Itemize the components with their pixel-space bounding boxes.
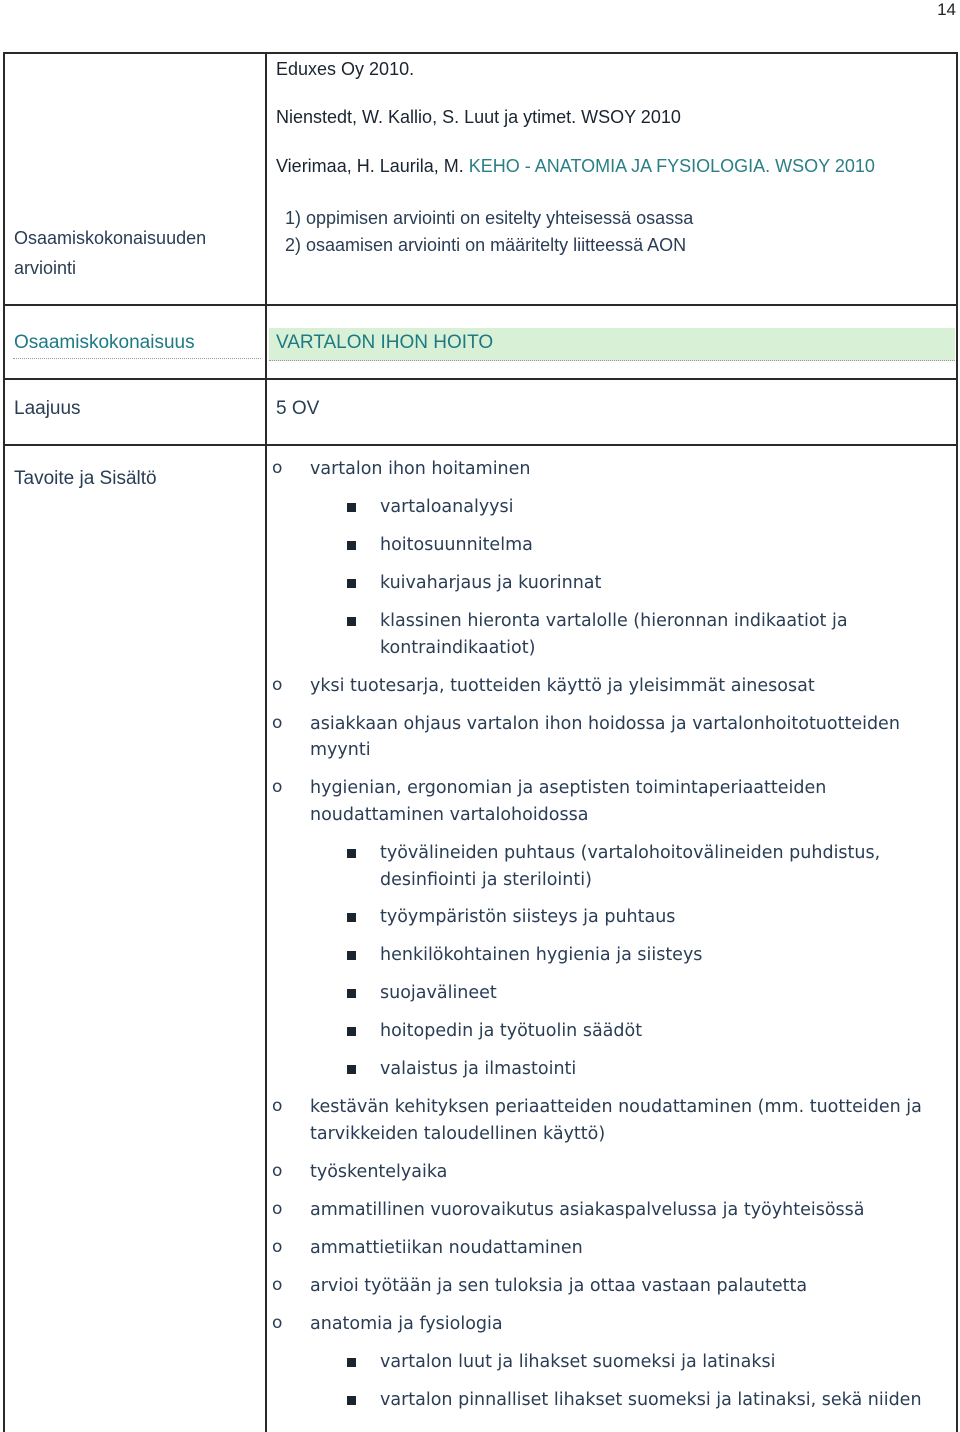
row-divider — [5, 304, 956, 306]
goal-item: arvioi työtään ja sen tuloksia ja ottaa vastaan palautetta — [310, 1276, 808, 1296]
circle-bullet: o — [272, 1199, 283, 1219]
curriculum-table — [3, 52, 958, 1432]
goal-item: yksi tuotesarja, tuotteiden käyttö ja yleisimmät ainesosat — [310, 676, 815, 696]
goal-subitem: työvälineiden puhtaus (vartalohoitovälineiden puhdistus, — [380, 843, 881, 863]
goal-item: kestävän kehityksen periaatteiden noudattaminen (mm. tuotteiden ja — [310, 1097, 922, 1117]
goals-label: Tavoite ja Sisältö — [14, 468, 157, 489]
goal-subitem-continued: kontraindikaatiot) — [380, 638, 536, 658]
square-bullet — [347, 951, 356, 960]
square-bullet — [347, 579, 356, 588]
square-bullet — [347, 1358, 356, 1367]
module-label: Osaamiskokonaisuus — [14, 332, 195, 353]
goal-item-continued: myynti — [310, 740, 371, 760]
circle-bullet: o — [272, 1096, 283, 1116]
assessment-label-line2: arviointi — [14, 258, 77, 278]
goal-item: hygienian, ergonomian ja aseptisten toimintaperiaatteiden — [310, 778, 827, 798]
circle-bullet: o — [272, 675, 283, 695]
square-bullet — [347, 989, 356, 998]
circle-bullet: o — [272, 777, 283, 797]
square-bullet — [347, 1065, 356, 1074]
goal-subitem: vartalon luut ja lihakset suomeksi ja latinaksi — [380, 1352, 776, 1372]
goal-subitem: vartalon pinnalliset lihakset suomeksi ja latinaksi, sekä niiden — [380, 1390, 922, 1410]
row-divider — [5, 444, 956, 446]
square-bullet — [347, 541, 356, 550]
reference-1: Eduxes Oy 2010. — [276, 59, 415, 79]
circle-bullet: o — [272, 1237, 283, 1257]
reference-2: Nienstedt, W. Kallio, S. Luut ja ytimet. WSOY 2010 — [276, 107, 681, 127]
assessment-label-line1: Osaamiskokonaisuuden — [14, 228, 207, 248]
circle-bullet: o — [272, 1313, 283, 1333]
goal-item: ammattietiikan noudattaminen — [310, 1238, 583, 1258]
module-title: VARTALON IHON HOITO — [276, 332, 494, 353]
goal-subitem: hoitosuunnitelma — [380, 535, 533, 555]
goal-item-continued: tarvikkeiden taloudellinen käyttö) — [310, 1124, 606, 1144]
circle-bullet: o — [272, 458, 283, 478]
circle-bullet: o — [272, 1161, 283, 1181]
circle-bullet: o — [272, 713, 283, 733]
goal-item: anatomia ja fysiologia — [310, 1314, 503, 1334]
square-bullet — [347, 503, 356, 512]
row-divider — [5, 378, 956, 380]
scope-label: Laajuus — [14, 398, 81, 419]
assessment-item-2: 2) osaamisen arviointi on määritelty liitteessä AON — [285, 235, 687, 255]
goal-item: vartalon ihon hoitaminen — [310, 459, 531, 479]
goal-subitem: klassinen hieronta vartalolle (hieronnan indikaatiot ja — [380, 611, 848, 631]
goal-subitem: valaistus ja ilmastointi — [380, 1059, 577, 1079]
goal-subitem: suojavälineet — [380, 983, 497, 1003]
square-bullet — [347, 1027, 356, 1036]
goal-item: asiakkaan ohjaus vartalon ihon hoidossa ja vartalonhoitotuotteiden — [310, 714, 900, 734]
goal-item: ammatillinen vuorovaikutus asiakaspalvelussa ja työyhteisössä — [310, 1200, 865, 1220]
scope-value: 5 OV — [276, 398, 320, 419]
square-bullet — [347, 913, 356, 922]
square-bullet — [347, 1396, 356, 1405]
circle-bullet: o — [272, 1275, 283, 1295]
goal-item-continued: noudattaminen vartalohoidossa — [310, 805, 589, 825]
goal-subitem-continued: desinfiointi ja sterilointi) — [380, 870, 592, 890]
page-number: 14 — [937, 0, 956, 19]
assessment-item-1: 1) oppimisen arviointi on esitelty yhteisessä osassa — [285, 208, 694, 228]
column-divider — [265, 54, 267, 1432]
goal-subitem: kuivaharjaus ja kuorinnat — [380, 573, 602, 593]
reference-3: Vierimaa, H. Laurila, M. KEHO - ANATOMIA JA FYSIOLOGIA. WSOY 2010 — [276, 156, 875, 176]
goal-subitem: hoitopedin ja työtuolin säädöt — [380, 1021, 643, 1041]
goal-subitem: vartaloanalyysi — [380, 497, 514, 517]
square-bullet — [347, 849, 356, 858]
square-bullet — [347, 617, 356, 626]
goal-subitem: työympäristön siisteys ja puhtaus — [380, 907, 676, 927]
goal-subitem: henkilökohtainen hygienia ja siisteys — [380, 945, 703, 965]
goal-item: työskentelyaika — [310, 1162, 448, 1182]
